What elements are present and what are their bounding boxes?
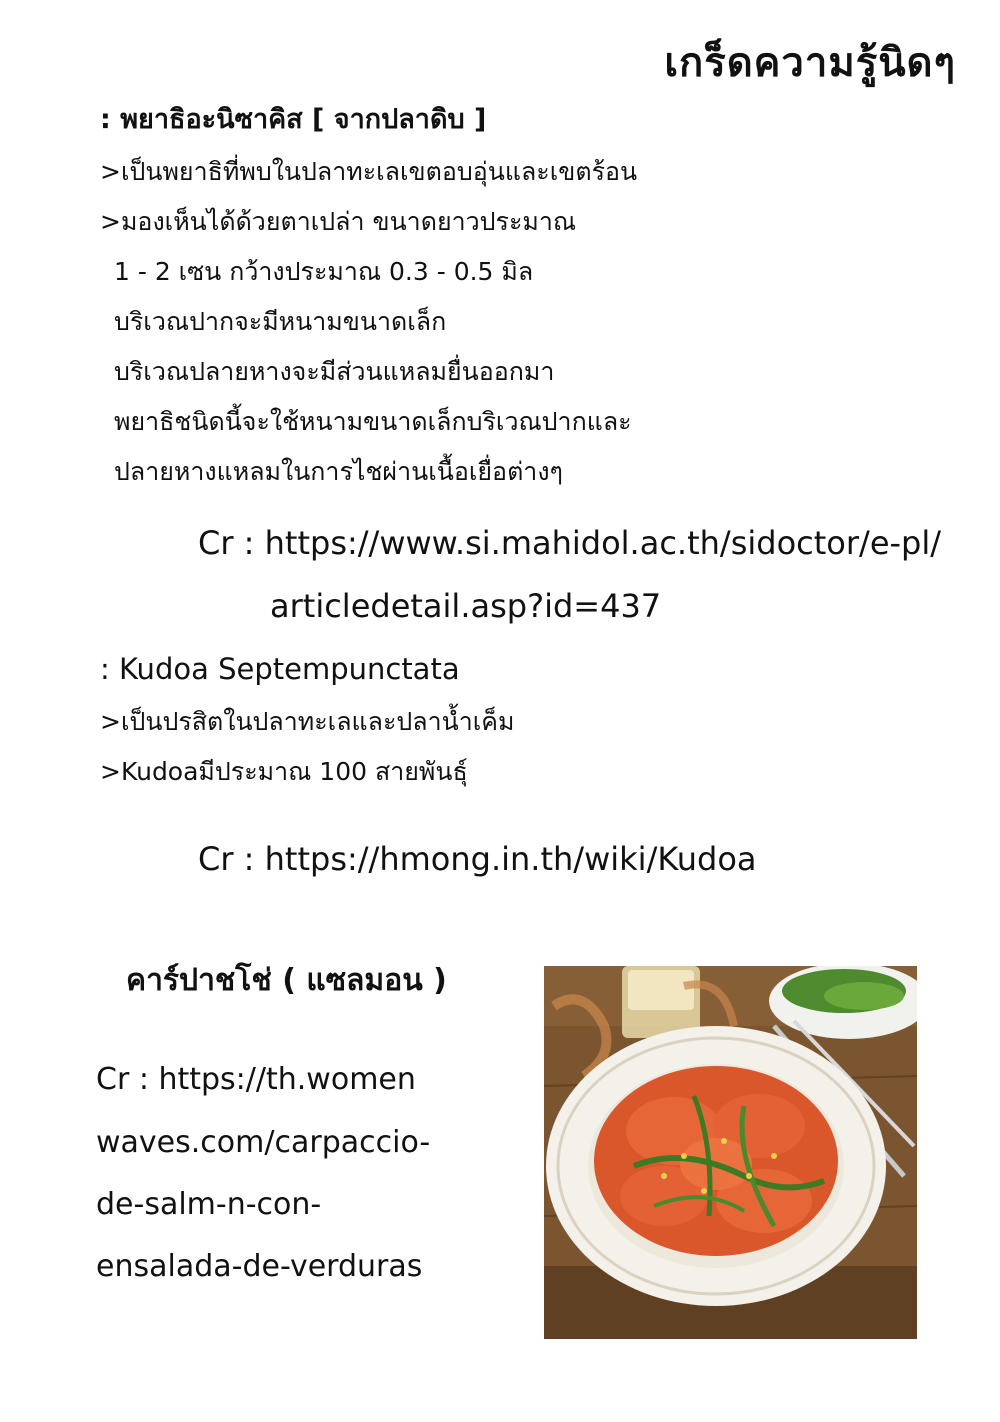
salmon-carpaccio-plate-image: [544, 966, 917, 1339]
anisakis-heading: : พยาธิอะนิซาคิส [ จากปลาดิบ ]: [100, 104, 487, 135]
carpaccio-credit-line-3: de-salm-n-con-: [96, 1187, 322, 1222]
anisakis-line-7: ปลายหางแหลมในการไชผ่านเนื้อเยื่อต่างๆ: [114, 457, 563, 486]
carpaccio-credit-line-2: waves.com/carpaccio-: [96, 1125, 431, 1160]
carpaccio-credit-line-4: ensalada-de-verduras: [96, 1249, 423, 1284]
anisakis-line-2: >มองเห็นได้ด้วยตาเปล่า ขนาดยาวประมาณ: [100, 207, 577, 236]
page-title: เกร็ดความรู้นิดๆ: [664, 40, 956, 86]
carpaccio-heading: คาร์ปาชโช่ ( แซลมอน ): [126, 963, 447, 998]
anisakis-credit-line-2: articledetail.asp?id=437: [270, 587, 662, 625]
carpaccio-credit-line-1: Cr : https://th.women: [96, 1062, 416, 1097]
anisakis-line-4: บริเวณปากจะมีหนามขนาดเล็ก: [114, 307, 447, 336]
kudoa-line-1: >เป็นปรสิตในปลาทะเลและปลาน้ำเค็ม: [100, 707, 515, 736]
anisakis-line-3: 1 - 2 เซน กว้างประมาณ 0.3 - 0.5 มิล: [114, 257, 534, 286]
anisakis-line-1: >เป็นพยาธิที่พบในปลาทะเลเขตอบอุ่นและเขตร้อน: [100, 157, 638, 186]
anisakis-line-5: บริเวณปลายหางจะมีส่วนแหลมยื่นออกมา: [114, 357, 555, 386]
kudoa-credit: Cr : https://hmong.in.th/wiki/Kudoa: [198, 840, 757, 878]
salmon-carpaccio-illustration: [544, 966, 917, 1339]
anisakis-line-6: พยาธิชนิดนี้จะใช้หนามขนาดเล็กบริเวณปากและ: [114, 407, 632, 436]
kudoa-heading: : Kudoa Septempunctata: [100, 652, 460, 686]
anisakis-credit-line-1: Cr : https://www.si.mahidol.ac.th/sidoctor/e-pl/: [198, 524, 942, 562]
kudoa-line-2: >Kudoaมีประมาณ 100 สายพันธุ์: [100, 757, 468, 786]
